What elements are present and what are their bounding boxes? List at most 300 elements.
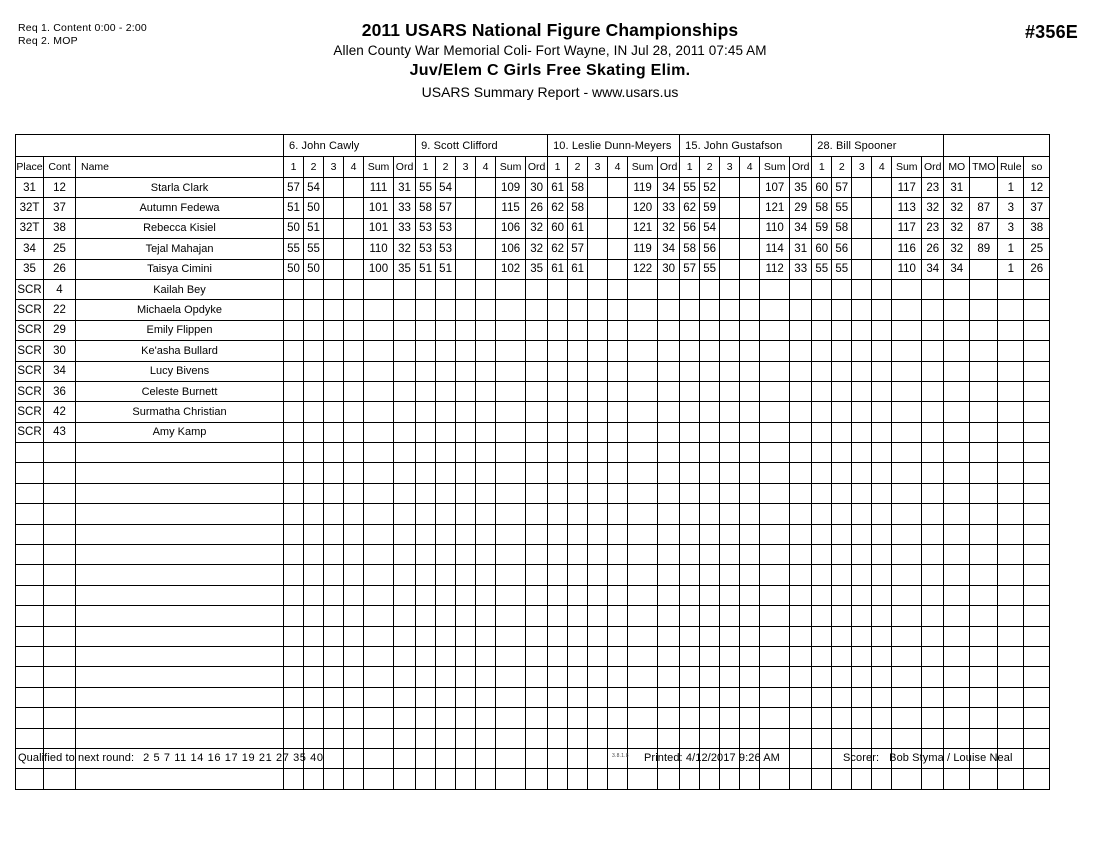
cell-empty <box>872 606 892 626</box>
cell-j3-score2: 58 <box>568 198 588 218</box>
cell-j5-sum <box>892 300 922 320</box>
cell-j2-score1: 58 <box>416 198 436 218</box>
cell-empty <box>304 667 324 687</box>
cell-j4-score2 <box>700 300 720 320</box>
cell-empty <box>852 687 872 707</box>
cell-tmo <box>970 178 998 198</box>
cell-j5-ord: 32 <box>922 198 944 218</box>
cell-j2-ord <box>526 300 548 320</box>
cell-j2-score1 <box>416 320 436 340</box>
cell-mo <box>944 320 970 340</box>
cell-j4-sum: 110 <box>760 218 790 238</box>
cell-j1-sum <box>364 422 394 442</box>
cell-j5-ord <box>922 320 944 340</box>
cell-j3-score1 <box>548 381 568 401</box>
cell-empty <box>344 443 364 463</box>
cell-rule <box>998 402 1024 422</box>
cell-j4-score1 <box>680 341 700 361</box>
cell-j4-score1 <box>680 361 700 381</box>
cell-j3-score4 <box>608 320 628 340</box>
cell-j2-sum: 102 <box>496 259 526 279</box>
cell-empty <box>416 728 436 748</box>
cell-empty <box>568 565 588 585</box>
cell-empty <box>852 504 872 524</box>
cell-empty <box>922 667 944 687</box>
cell-empty <box>456 565 476 585</box>
cell-empty <box>284 769 304 789</box>
cell-empty <box>700 585 720 605</box>
cell-empty <box>832 483 852 503</box>
cell-j3-ord <box>658 300 680 320</box>
cell-empty <box>760 463 790 483</box>
column-header-j2-4: 4 <box>476 157 496 178</box>
cell-j2-sum: 115 <box>496 198 526 218</box>
cell-empty <box>284 687 304 707</box>
cell-empty <box>1024 524 1050 544</box>
cell-empty <box>608 646 628 666</box>
cell-empty <box>284 728 304 748</box>
cell-empty <box>44 728 76 748</box>
cell-j2-score2 <box>436 381 456 401</box>
cell-j4-score4 <box>740 300 760 320</box>
cell-empty <box>526 606 548 626</box>
cell-place: SCR <box>16 320 44 340</box>
report-header <box>0 0 1100 118</box>
cell-empty <box>324 443 344 463</box>
cell-empty <box>416 769 436 789</box>
cell-so <box>1024 422 1050 442</box>
cell-place: 32T <box>16 198 44 218</box>
cell-name: Tejal Mahajan <box>76 239 284 259</box>
cell-j5-score2: 57 <box>832 178 852 198</box>
cell-empty <box>16 443 44 463</box>
cell-j4-score1: 55 <box>680 178 700 198</box>
cell-empty <box>304 483 324 503</box>
cell-empty <box>496 687 526 707</box>
column-header-name: Name <box>76 157 284 178</box>
cell-empty <box>832 504 852 524</box>
cell-empty <box>588 524 608 544</box>
cell-empty <box>944 667 970 687</box>
cell-empty <box>760 585 790 605</box>
cell-j5-score1 <box>812 300 832 320</box>
cell-empty <box>476 545 496 565</box>
cell-j4-ord <box>790 320 812 340</box>
cell-empty <box>324 667 344 687</box>
cell-j3-ord <box>658 381 680 401</box>
cell-rule: 1 <box>998 178 1024 198</box>
cell-empty <box>496 708 526 728</box>
cell-empty <box>970 483 998 503</box>
cell-j3-score4 <box>608 198 628 218</box>
cell-j2-sum: 106 <box>496 239 526 259</box>
table-row-empty <box>16 463 1050 483</box>
cell-j5-score3 <box>852 259 872 279</box>
cell-j1-score3 <box>324 239 344 259</box>
cell-empty <box>1024 708 1050 728</box>
cell-empty <box>476 606 496 626</box>
cell-j5-ord: 26 <box>922 239 944 259</box>
cell-j1-score3 <box>324 198 344 218</box>
cell-j5-sum <box>892 279 922 299</box>
cell-name: Taisya Cimini <box>76 259 284 279</box>
cell-j2-score2 <box>436 422 456 442</box>
cell-empty <box>790 626 812 646</box>
cell-empty <box>364 504 394 524</box>
cell-empty <box>476 524 496 544</box>
cell-empty <box>1024 626 1050 646</box>
cell-j1-score1 <box>284 341 304 361</box>
cell-j5-score3 <box>852 402 872 422</box>
cell-j3-score2 <box>568 381 588 401</box>
cell-j3-score4 <box>608 279 628 299</box>
cell-j3-score2: 61 <box>568 218 588 238</box>
cell-j5-score1 <box>812 341 832 361</box>
cell-empty <box>872 708 892 728</box>
cell-empty <box>892 483 922 503</box>
cell-empty <box>760 667 790 687</box>
cell-j3-ord <box>658 422 680 442</box>
cell-empty <box>456 769 476 789</box>
cell-empty <box>476 728 496 748</box>
cell-empty <box>812 504 832 524</box>
cell-rule: 1 <box>998 239 1024 259</box>
cell-empty <box>1024 606 1050 626</box>
cell-j2-score4 <box>476 239 496 259</box>
cell-empty <box>476 687 496 707</box>
cell-empty <box>496 626 526 646</box>
cell-j2-ord: 32 <box>526 218 548 238</box>
cell-empty <box>852 646 872 666</box>
column-header-j3-3: 3 <box>588 157 608 178</box>
cell-j5-score4 <box>872 218 892 238</box>
cell-j1-score4 <box>344 178 364 198</box>
cell-empty <box>790 585 812 605</box>
cell-place: SCR <box>16 300 44 320</box>
cell-empty <box>740 728 760 748</box>
cell-empty <box>790 667 812 687</box>
cell-j1-ord: 33 <box>394 198 416 218</box>
cell-j5-score3 <box>852 341 872 361</box>
cell-empty <box>608 769 628 789</box>
cell-empty <box>1024 728 1050 748</box>
cell-j4-score2 <box>700 341 720 361</box>
cell-empty <box>394 565 416 585</box>
cell-j4-score2 <box>700 381 720 401</box>
cell-j1-score3 <box>324 218 344 238</box>
cell-empty <box>680 769 700 789</box>
cell-empty <box>568 545 588 565</box>
cell-j2-score3 <box>456 279 476 299</box>
cell-j4-score1 <box>680 422 700 442</box>
table-row <box>16 422 1050 442</box>
cell-j1-score4 <box>344 279 364 299</box>
cell-j4-score2 <box>700 320 720 340</box>
cell-j3-sum <box>628 320 658 340</box>
cell-empty <box>760 606 790 626</box>
cell-empty <box>892 769 922 789</box>
cell-j4-sum: 107 <box>760 178 790 198</box>
cell-empty <box>852 708 872 728</box>
cell-j4-score1: 57 <box>680 259 700 279</box>
cell-j1-sum: 111 <box>364 178 394 198</box>
cell-j2-score4 <box>476 361 496 381</box>
cell-empty <box>526 728 548 748</box>
cell-j3-score3 <box>588 198 608 218</box>
cell-j2-score4 <box>476 381 496 401</box>
cell-empty <box>496 769 526 789</box>
cell-j3-ord <box>658 320 680 340</box>
cell-empty <box>892 585 922 605</box>
cell-empty <box>364 667 394 687</box>
column-header-j5-2: 2 <box>832 157 852 178</box>
cell-empty <box>44 524 76 544</box>
cell-empty <box>998 667 1024 687</box>
cell-empty <box>970 769 998 789</box>
cell-empty <box>526 565 548 585</box>
cell-empty <box>394 667 416 687</box>
cell-empty <box>76 585 284 605</box>
cell-empty <box>364 606 394 626</box>
cell-empty <box>416 606 436 626</box>
cell-empty <box>16 565 44 585</box>
cell-empty <box>304 606 324 626</box>
cell-empty <box>658 463 680 483</box>
cell-empty <box>476 585 496 605</box>
cell-empty <box>324 626 344 646</box>
cell-empty <box>324 463 344 483</box>
cell-empty <box>872 443 892 463</box>
cell-empty <box>548 483 568 503</box>
cell-empty <box>998 463 1024 483</box>
cell-j5-ord <box>922 422 944 442</box>
cell-j5-score2 <box>832 402 852 422</box>
cell-empty <box>548 443 568 463</box>
cell-empty <box>476 504 496 524</box>
cell-empty <box>548 504 568 524</box>
cell-empty <box>548 667 568 687</box>
cell-j4-score3 <box>720 361 740 381</box>
cell-j3-ord: 32 <box>658 218 680 238</box>
cell-mo <box>944 422 970 442</box>
cell-empty <box>922 585 944 605</box>
cell-empty <box>970 545 998 565</box>
cell-j2-ord <box>526 341 548 361</box>
cell-empty <box>700 443 720 463</box>
cell-empty <box>680 443 700 463</box>
cell-empty <box>658 728 680 748</box>
column-header-j5-1: 1 <box>812 157 832 178</box>
column-header-j4-2: 2 <box>700 157 720 178</box>
cell-place: SCR <box>16 361 44 381</box>
cell-empty <box>456 463 476 483</box>
cell-empty <box>496 463 526 483</box>
cell-empty <box>588 545 608 565</box>
cell-empty <box>720 667 740 687</box>
cell-tmo: 87 <box>970 218 998 238</box>
cell-empty <box>720 728 740 748</box>
cell-j1-sum <box>364 279 394 299</box>
cell-empty <box>998 483 1024 503</box>
cell-mo <box>944 279 970 299</box>
cell-j5-score1 <box>812 361 832 381</box>
cell-empty <box>416 708 436 728</box>
cell-empty <box>44 708 76 728</box>
cell-j3-score4 <box>608 178 628 198</box>
cell-empty <box>436 667 456 687</box>
cell-empty <box>496 524 526 544</box>
cell-empty <box>456 606 476 626</box>
cell-empty <box>970 524 998 544</box>
cell-empty <box>658 524 680 544</box>
cell-empty <box>364 728 394 748</box>
cell-empty <box>852 524 872 544</box>
cell-empty <box>922 708 944 728</box>
cell-place: SCR <box>16 381 44 401</box>
cell-empty <box>740 545 760 565</box>
cell-empty <box>1024 769 1050 789</box>
cell-j3-score1: 61 <box>548 178 568 198</box>
cell-empty <box>16 504 44 524</box>
cell-empty <box>970 728 998 748</box>
cell-empty <box>568 769 588 789</box>
table-row-empty <box>16 667 1050 687</box>
cell-empty <box>394 504 416 524</box>
cell-empty <box>852 483 872 503</box>
cell-j5-score1: 59 <box>812 218 832 238</box>
cell-empty <box>456 504 476 524</box>
column-header-j5-4: 4 <box>872 157 892 178</box>
cell-empty <box>700 504 720 524</box>
cell-empty <box>16 483 44 503</box>
cell-j5-score1 <box>812 381 832 401</box>
cell-j5-score3 <box>852 218 872 238</box>
cell-empty <box>970 667 998 687</box>
cell-empty <box>416 626 436 646</box>
cell-j3-score3 <box>588 259 608 279</box>
cell-empty <box>76 443 284 463</box>
cell-j4-sum <box>760 300 790 320</box>
cell-j1-score3 <box>324 422 344 442</box>
cell-j2-score3 <box>456 341 476 361</box>
cell-empty <box>44 646 76 666</box>
cell-empty <box>998 443 1024 463</box>
cell-j4-ord <box>790 402 812 422</box>
cell-empty <box>344 687 364 707</box>
cell-empty <box>588 728 608 748</box>
cell-empty <box>364 687 394 707</box>
score-table <box>15 134 1050 790</box>
cell-empty <box>344 585 364 605</box>
cell-j4-score3 <box>720 239 740 259</box>
cell-empty <box>740 667 760 687</box>
cell-j4-score3 <box>720 341 740 361</box>
cell-empty <box>680 667 700 687</box>
cell-empty <box>760 626 790 646</box>
cell-j3-score1 <box>548 341 568 361</box>
cell-empty <box>790 606 812 626</box>
cell-j1-score3 <box>324 259 344 279</box>
cell-empty <box>852 443 872 463</box>
cell-j4-ord <box>790 381 812 401</box>
cell-j2-sum <box>496 279 526 299</box>
table-row <box>16 178 1050 198</box>
cell-empty <box>44 667 76 687</box>
cell-j2-ord <box>526 381 548 401</box>
cell-empty <box>588 769 608 789</box>
cell-empty <box>44 606 76 626</box>
cell-j4-score2 <box>700 279 720 299</box>
cell-j3-ord: 34 <box>658 178 680 198</box>
cell-empty <box>740 646 760 666</box>
cell-empty <box>496 545 526 565</box>
cell-empty <box>790 524 812 544</box>
cell-j3-score4 <box>608 341 628 361</box>
cell-mo: 31 <box>944 178 970 198</box>
cell-empty <box>852 545 872 565</box>
cell-empty <box>790 483 812 503</box>
cell-empty <box>944 483 970 503</box>
cell-j5-sum: 117 <box>892 178 922 198</box>
cell-place: 32T <box>16 218 44 238</box>
cell-empty <box>304 443 324 463</box>
cell-j2-score3 <box>456 198 476 218</box>
cell-name: Emily Flippen <box>76 320 284 340</box>
cell-j1-score1 <box>284 361 304 381</box>
cell-j5-score2 <box>832 422 852 442</box>
cell-empty <box>548 708 568 728</box>
cell-empty <box>436 545 456 565</box>
cell-j2-score3 <box>456 259 476 279</box>
cell-empty <box>628 687 658 707</box>
cell-j1-score1 <box>284 402 304 422</box>
cell-empty <box>700 626 720 646</box>
cell-j4-score3 <box>720 381 740 401</box>
cell-empty <box>344 626 364 646</box>
cell-j4-score2: 55 <box>700 259 720 279</box>
cell-empty <box>658 483 680 503</box>
cell-empty <box>760 565 790 585</box>
cell-tmo: 87 <box>970 198 998 218</box>
cell-j2-sum <box>496 422 526 442</box>
cell-j2-score4 <box>476 422 496 442</box>
cell-empty <box>970 585 998 605</box>
cell-empty <box>680 646 700 666</box>
cell-so: 12 <box>1024 178 1050 198</box>
cell-j4-score1 <box>680 402 700 422</box>
cell-empty <box>608 443 628 463</box>
cell-empty <box>416 504 436 524</box>
cell-j4-score1 <box>680 300 700 320</box>
cell-j4-score3 <box>720 279 740 299</box>
cell-empty <box>526 443 548 463</box>
cell-empty <box>568 687 588 707</box>
cell-empty <box>1024 565 1050 585</box>
cell-j5-sum <box>892 361 922 381</box>
cell-j3-score2 <box>568 361 588 381</box>
cell-empty <box>832 667 852 687</box>
column-header-cont: Cont <box>44 157 76 178</box>
cell-empty <box>16 667 44 687</box>
cell-j5-score3 <box>852 239 872 259</box>
cell-empty <box>760 524 790 544</box>
cell-j1-sum <box>364 320 394 340</box>
cell-j1-score4 <box>344 218 364 238</box>
column-header-j4-1: 1 <box>680 157 700 178</box>
table-row-empty <box>16 687 1050 707</box>
cell-j2-score4 <box>476 259 496 279</box>
cell-j3-score2 <box>568 402 588 422</box>
